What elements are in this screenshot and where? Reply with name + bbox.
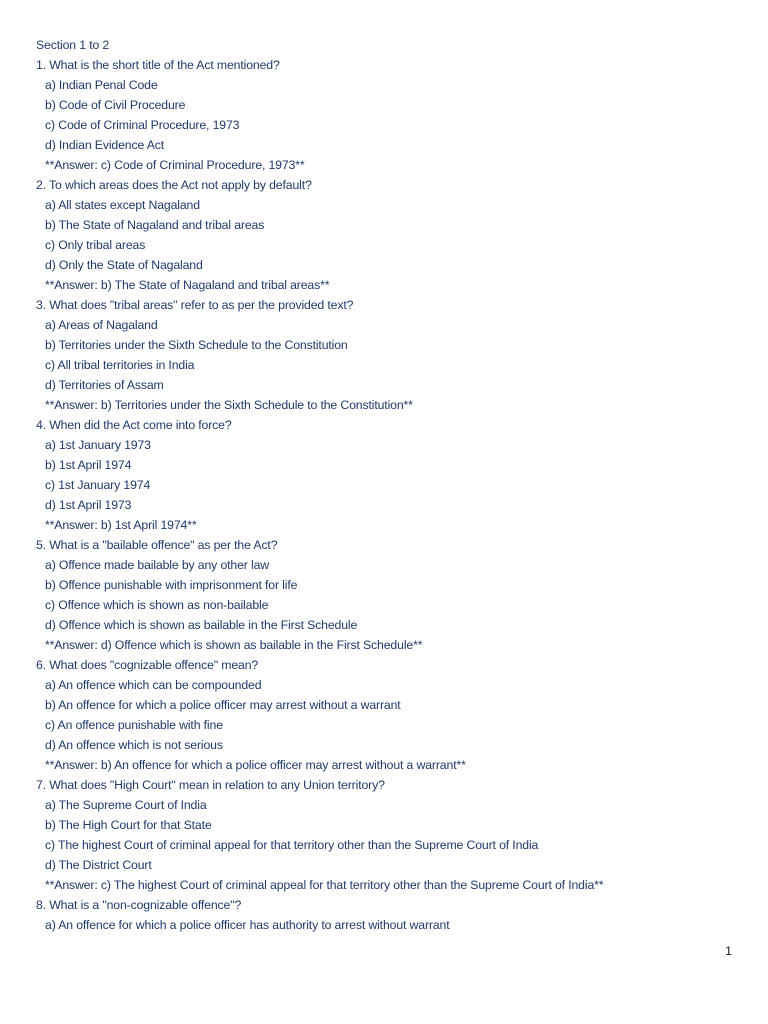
question-text: 6. What does "cognizable offence" mean?	[36, 658, 259, 672]
answer-text: **Answer: b) An offence for which a police officer may arrest without a warrant**	[45, 758, 466, 772]
option-b: b) Territories under the Sixth Schedule to the Constitution	[45, 338, 348, 352]
option-a: a) An offence which can be compounded	[45, 678, 262, 692]
option-c: c) The highest Court of criminal appeal for that territory other than the Supreme Court of India	[45, 838, 539, 852]
question-text: 1. What is the short title of the Act mentioned?	[36, 58, 280, 72]
question-text: 8. What is a "non-cognizable offence"?	[36, 898, 242, 912]
question-block	[36, 895, 756, 935]
option-d: d) The District Court	[45, 858, 152, 872]
option-a: a) An offence for which a police officer has authority to arrest without warrant	[45, 918, 450, 932]
option-c: c) All tribal territories in India	[45, 358, 195, 372]
option-b: b) 1st April 1974	[45, 458, 132, 472]
option-c: c) An offence punishable with fine	[45, 718, 223, 732]
option-d: d) An offence which is not serious	[45, 738, 223, 752]
option-c: c) 1st January 1974	[45, 478, 151, 492]
option-b: b) The High Court for that State	[45, 818, 212, 832]
question-block	[36, 655, 756, 775]
question-block	[36, 535, 756, 655]
option-b: b) Code of Civil Procedure	[45, 98, 186, 112]
question-block	[36, 295, 756, 415]
option-d: d) Only the State of Nagaland	[45, 258, 203, 272]
question-block	[36, 415, 756, 535]
option-a: a) The Supreme Court of India	[45, 798, 207, 812]
answer-text: **Answer: b) The State of Nagaland and tribal areas**	[45, 278, 330, 292]
option-d: d) Territories of Assam	[45, 378, 164, 392]
option-a: a) Indian Penal Code	[45, 78, 158, 92]
answer-text: **Answer: b) Territories under the Sixth Schedule to the Constitution**	[45, 398, 413, 412]
option-a: a) Offence made bailable by any other law	[45, 558, 269, 572]
option-d: d) Indian Evidence Act	[45, 138, 165, 152]
option-d: d) 1st April 1973	[45, 498, 132, 512]
option-c: c) Code of Criminal Procedure, 1973	[45, 118, 240, 132]
option-a: a) Areas of Nagaland	[45, 318, 158, 332]
option-b: b) Offence punishable with imprisonment for life	[45, 578, 298, 592]
answer-text: **Answer: b) 1st April 1974**	[45, 518, 197, 532]
question-text: 7. What does "High Court" mean in relation to any Union territory?	[36, 778, 385, 792]
answer-text: **Answer: c) The highest Court of criminal appeal for that territory other than the Supreme Court of India**	[45, 878, 604, 892]
question-block	[36, 775, 756, 895]
question-text: 2. To which areas does the Act not apply by default?	[36, 178, 312, 192]
option-c: c) Only tribal areas	[45, 238, 146, 252]
question-text: 4. When did the Act come into force?	[36, 418, 232, 432]
option-c: c) Offence which is shown as non-bailable	[45, 598, 269, 612]
option-a: a) 1st January 1973	[45, 438, 151, 452]
option-a: a) All states except Nagaland	[45, 198, 200, 212]
question-block	[36, 55, 756, 175]
question-block	[36, 175, 756, 295]
option-b: b) The State of Nagaland and tribal areas	[45, 218, 265, 232]
option-b: b) An offence for which a police officer may arrest without a warrant	[45, 698, 401, 712]
answer-text: **Answer: c) Code of Criminal Procedure, 1973**	[45, 158, 305, 172]
page-number: 1	[725, 944, 732, 958]
answer-text: **Answer: d) Offence which is shown as bailable in the First Schedule**	[45, 638, 423, 652]
question-text: 3. What does "tribal areas" refer to as per the provided text?	[36, 298, 354, 312]
option-d: d) Offence which is shown as bailable in the First Schedule	[45, 618, 358, 632]
question-text: 5. What is a "bailable offence" as per the Act?	[36, 538, 278, 552]
document-body	[36, 35, 756, 935]
section-title: Section 1 to 2	[36, 38, 110, 52]
